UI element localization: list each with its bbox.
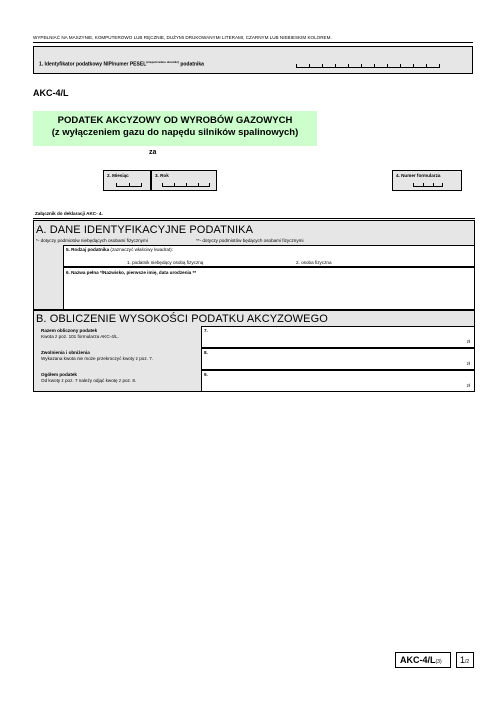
- field-8-input[interactable]: [201, 348, 475, 370]
- taxpayer-id-field[interactable]: [296, 64, 440, 68]
- field-9-label: 9.: [204, 372, 208, 377]
- month-label: 2. Miesiąc: [107, 173, 129, 178]
- footer-page: 1: [460, 655, 466, 665]
- field-7-unit: zł: [466, 339, 470, 344]
- row-total-title: Ogółem podatek: [41, 372, 77, 377]
- row-total-tax: [39, 326, 201, 348]
- row-exemptions: [39, 348, 201, 370]
- form-number-label: 4. Numer formularza: [396, 173, 441, 178]
- form-title-line2: (z wyłączeniem gazu do napędu silników spalinowych): [51, 127, 299, 138]
- taxpayer-id-label: 1. Identyfikator podatkowy NIP/numer $PESEL^{(niepotrzebne skreślić)}$ podatnika: [39, 60, 204, 68]
- row-total-tax-desc: Kwota z poz. 101 formularza AKC-4/L.: [41, 334, 119, 339]
- section-a-title: A. DANE IDENTYFIKACYJNE PODATNIKA: [36, 224, 254, 236]
- header-divider: [33, 42, 473, 43]
- section-a-note2: **- dotyczy podmiotów będących osobami fizycznymi: [196, 238, 304, 243]
- row-total: [39, 370, 201, 392]
- field-9-unit: zł: [466, 383, 470, 388]
- taxpayer-type-hint: (zaznaczyć właściwy kwadrat):: [109, 247, 173, 252]
- footer-pages: /2: [465, 659, 470, 665]
- row-exemptions-title: Zwolnienia i obniżenia: [41, 350, 90, 355]
- taxpayer-type-option-legal[interactable]: 1. podatnik niebędący osobą fizyczną: [127, 260, 204, 265]
- attachment-note: Załącznik do deklaracji AKC- 4.: [35, 211, 103, 216]
- full-name-label: 6. Nazwa pełna */Nazwisko, pierwsze imię, data urodzenia **: [66, 270, 197, 275]
- field-9-input[interactable]: [201, 370, 475, 392]
- form-title-line1: PODATEK AKCYZOWY OD WYROBÓW GAZOWYCH: [57, 115, 293, 126]
- footer-version: (3): [435, 659, 442, 665]
- taxpayer-id-section: [33, 46, 473, 74]
- taxpayer-type-label: 5. Rodzaj podatnika: [66, 247, 110, 252]
- period-za-label: za: [149, 149, 157, 156]
- form-code: AKC-4/L: [33, 88, 69, 98]
- taxpayer-type-field: [63, 245, 475, 267]
- row-exemptions-desc: Wykazana kwota nie może przekroczyć kwoty z poz. 7.: [41, 356, 154, 361]
- field-7-label: 7.: [204, 328, 208, 333]
- field-8-unit: zł: [466, 361, 470, 366]
- attachment-divider: [33, 218, 475, 219]
- month-input[interactable]: [116, 183, 142, 187]
- month-field[interactable]: [103, 170, 151, 191]
- row-total-tax-title: Razem obliczony podatek: [41, 328, 98, 333]
- form-number-field[interactable]: [392, 170, 462, 191]
- section-b-title: B. OBLICZENIE WYSOKOŚCI PODATKU AKCYZOWEGO: [36, 313, 328, 325]
- year-input[interactable]: [162, 183, 210, 187]
- field-8-label: 8.: [204, 350, 208, 355]
- form-number-input[interactable]: [413, 183, 443, 187]
- year-field[interactable]: [151, 170, 217, 191]
- year-label: 3. Rok: [155, 173, 169, 178]
- footer-code: AKC-4/L: [400, 655, 436, 665]
- section-b: [33, 310, 475, 392]
- taxpayer-type-option-natural[interactable]: 2. osoba fizyczna: [296, 260, 332, 265]
- section-a-note1: *- dotyczy podmiotów niebędących osobami fizycznymi: [36, 238, 148, 243]
- full-name-field[interactable]: [63, 267, 475, 310]
- footer-form-code: [395, 652, 451, 668]
- section-a: [33, 220, 475, 310]
- row-total-desc: Od kwoty z poz. 7 należy odjąć kwotę z poz. 8.: [41, 378, 137, 383]
- footer-page-number: [456, 652, 474, 668]
- fill-instruction: WYPEŁNIAĆ NA MASZYNIE, KOMPUTEROWO LUB RĘCZNIE, DUŻYMI DRUKOWANYMI LITERAMI, CZARNYM LUB NIEBIESKIM KOLOREM.: [33, 35, 332, 40]
- field-7-input[interactable]: [201, 326, 475, 348]
- form-title-block: [33, 111, 317, 146]
